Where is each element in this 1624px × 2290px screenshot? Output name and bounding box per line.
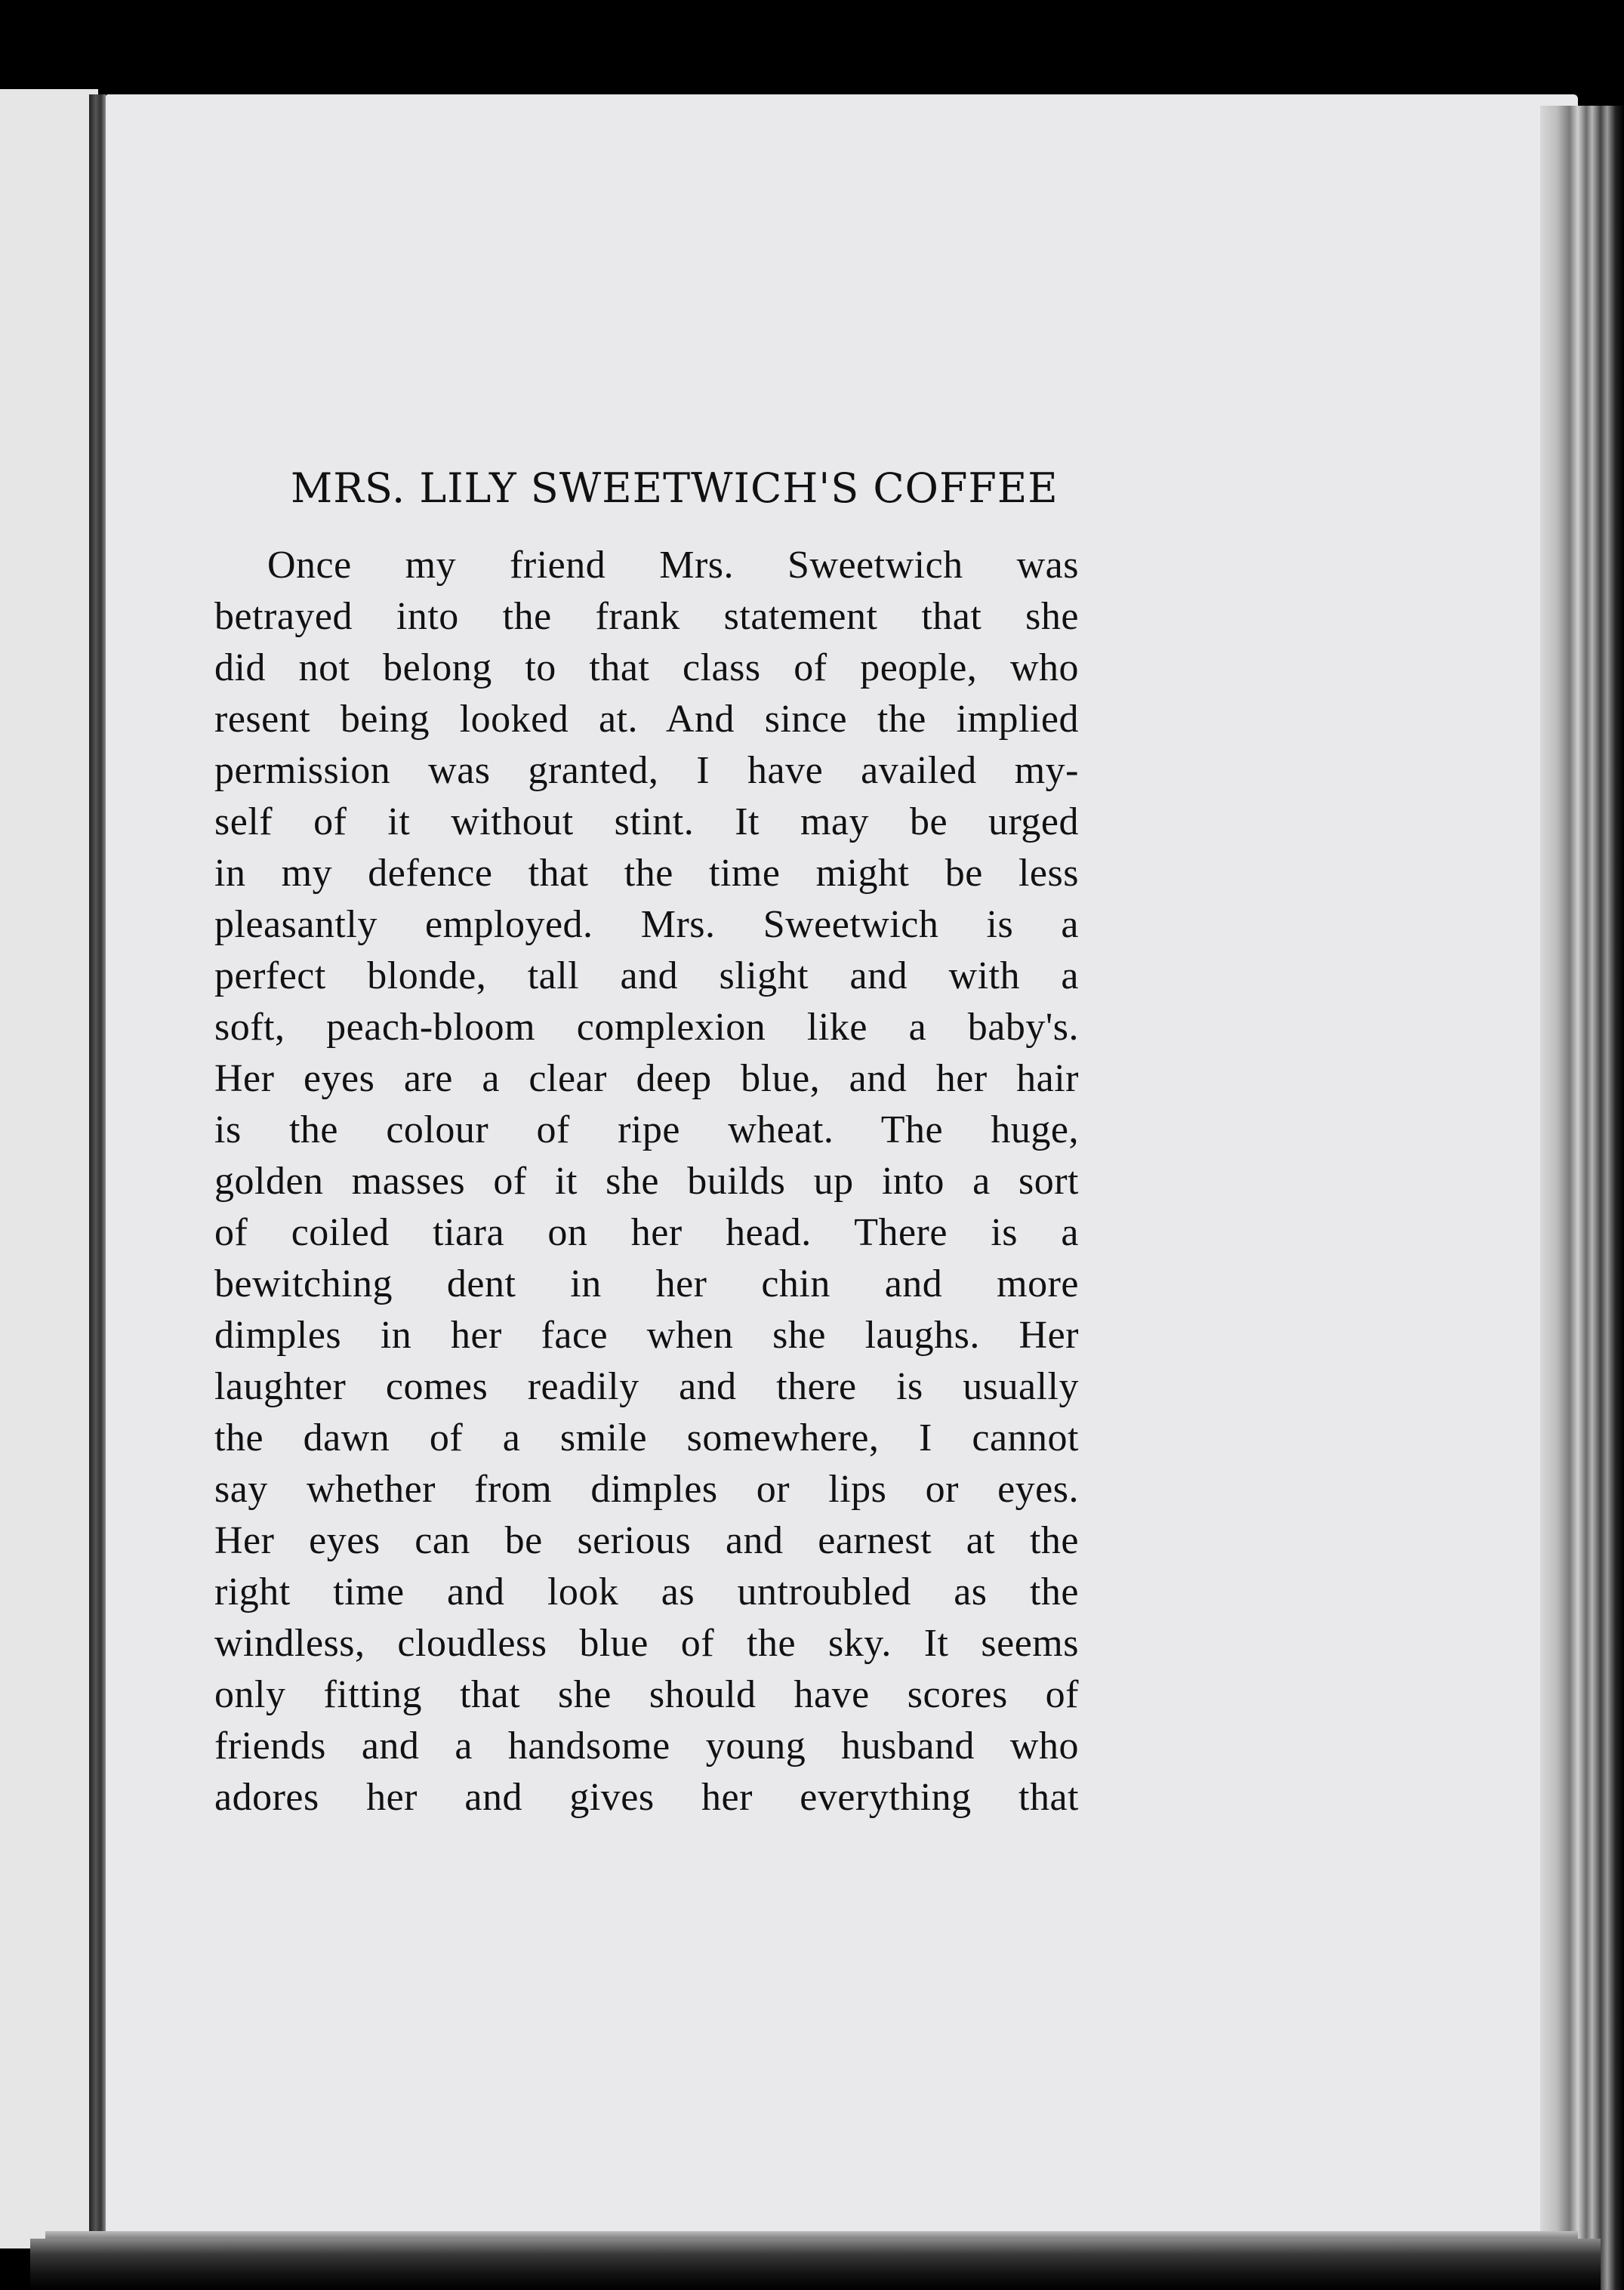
body-paragraph bbox=[214, 540, 1079, 1823]
text-line: permission was granted, I have availed my- bbox=[214, 749, 1079, 792]
text-line: golden masses of it she builds up into a sort bbox=[214, 1160, 1079, 1203]
text-line: adores her and gives her everything that bbox=[214, 1776, 1079, 1819]
facing-page-edge bbox=[0, 89, 98, 2248]
text-line: Her eyes can be serious and earnest at the bbox=[214, 1519, 1079, 1562]
text-line: resent being looked at. And since the implied bbox=[214, 698, 1079, 741]
text-line: self of it without stint. It may be urged bbox=[214, 800, 1079, 843]
text-line: bewitching dent in her chin and more bbox=[214, 1262, 1079, 1305]
text-line: pleasantly employed. Mrs. Sweetwich is a bbox=[214, 903, 1079, 946]
text-line: Her eyes are a clear deep blue, and her hair bbox=[214, 1057, 1079, 1100]
text-line: right time and look as untroubled as the bbox=[214, 1570, 1079, 1613]
text-line: perfect blonde, tall and slight and with a bbox=[214, 954, 1079, 997]
page-stack-edge bbox=[1540, 106, 1624, 2290]
text-line: soft, peach-bloom complexion like a baby's. bbox=[214, 1006, 1079, 1049]
text-line: in my defence that the time might be less bbox=[214, 852, 1079, 895]
text-line: laughter comes readily and there is usually bbox=[214, 1365, 1079, 1408]
text-line: windless, cloudless blue of the sky. It seems bbox=[214, 1622, 1079, 1665]
text-line: did not belong to that class of people, who bbox=[214, 646, 1079, 689]
text-line: Once my friend Mrs. Sweetwich was bbox=[267, 544, 1079, 587]
text-line: say whether from dimples or lips or eyes. bbox=[214, 1468, 1079, 1511]
chapter-title: MRS. LILY SWEETWICH'S COFFEE bbox=[291, 464, 1059, 512]
book-spine bbox=[89, 94, 106, 2261]
text-line: betrayed into the frank statement that she bbox=[214, 595, 1079, 638]
text-line: of coiled tiara on her head. There is a bbox=[214, 1211, 1079, 1254]
text-line: dimples in her face when she laughs. Her bbox=[214, 1314, 1079, 1357]
text-line: only fitting that she should have scores of bbox=[214, 1673, 1079, 1716]
text-line: friends and a handsome young husband who bbox=[214, 1724, 1079, 1768]
book-bottom-shadow bbox=[30, 2239, 1601, 2290]
text-line: is the colour of ripe wheat. The huge, bbox=[214, 1108, 1079, 1151]
text-line: the dawn of a smile somewhere, I cannot bbox=[214, 1416, 1079, 1459]
